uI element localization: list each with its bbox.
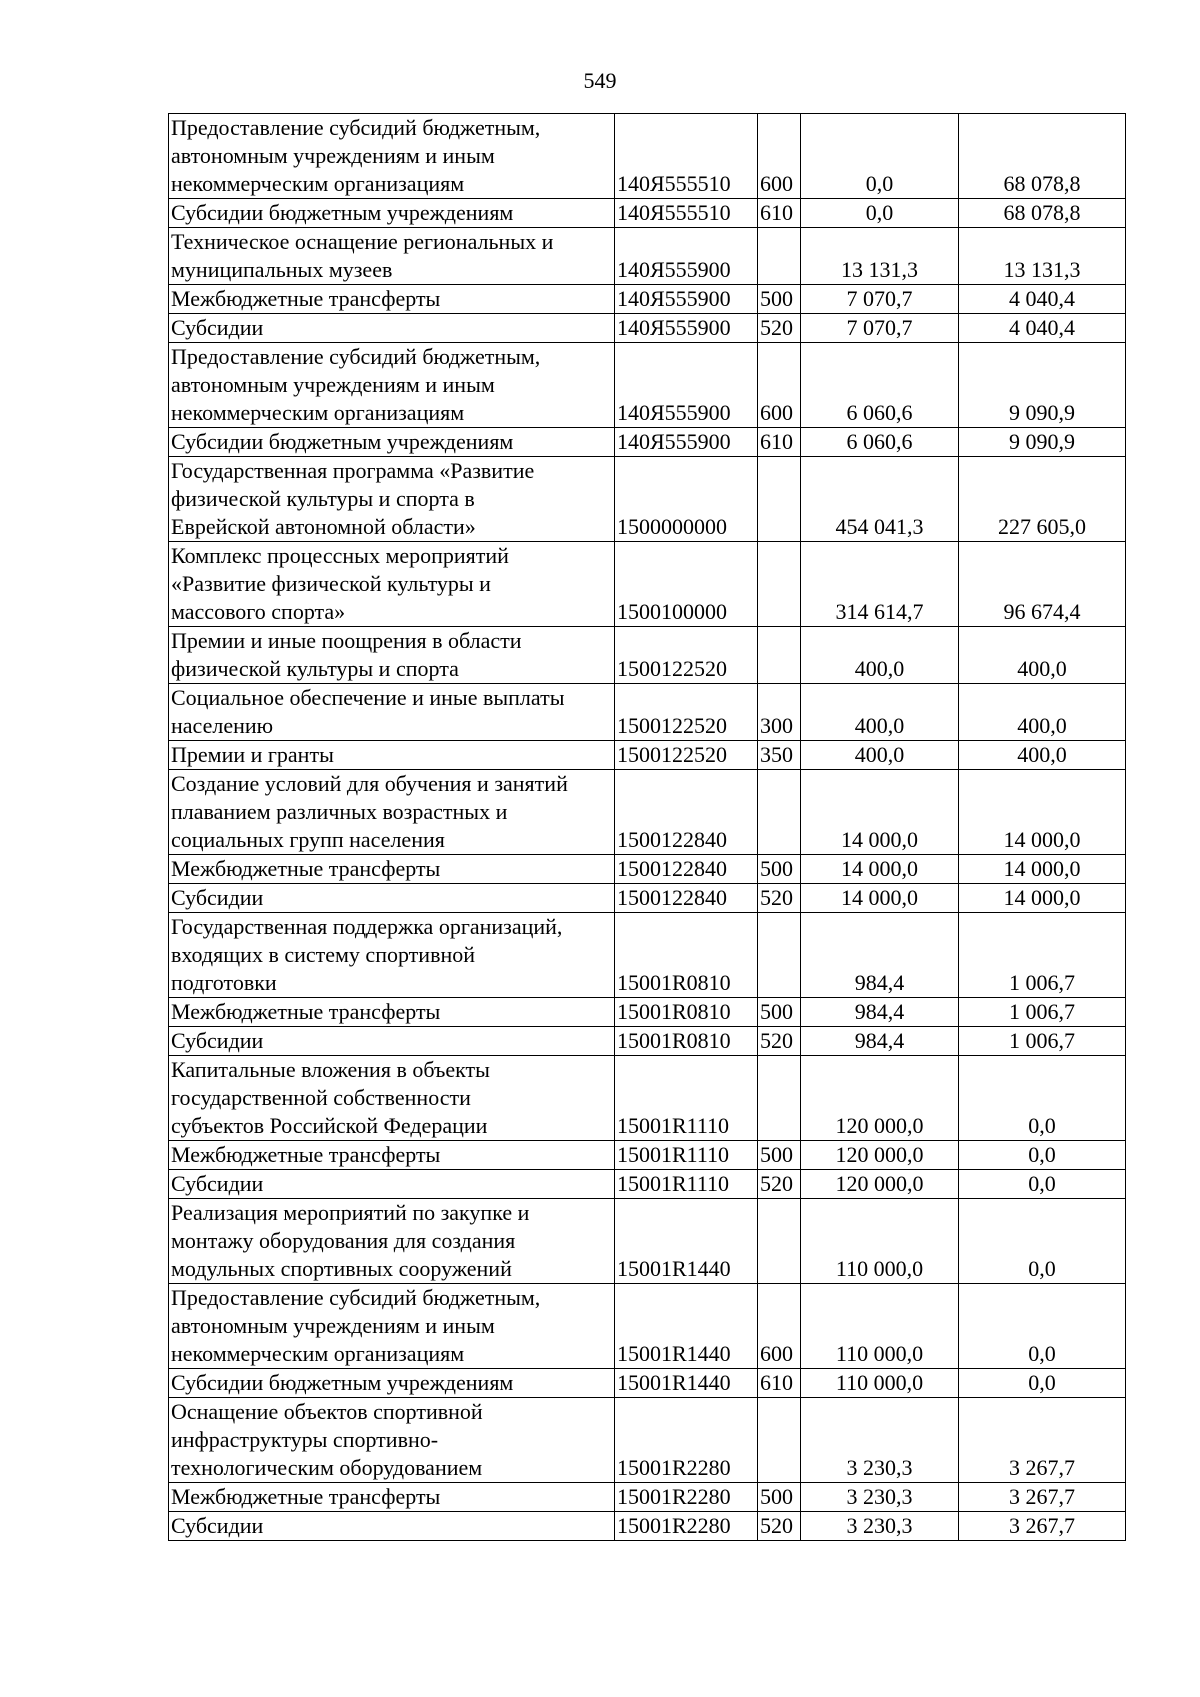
row-amount-1-cell: 984,4 — [801, 1027, 959, 1056]
row-name-cell: Субсидии — [169, 1512, 615, 1541]
row-code-cell: 15001R1440 — [615, 1284, 758, 1369]
row-expense-type-cell: 500 — [758, 1483, 801, 1512]
row-amount-2-cell: 68 078,8 — [959, 114, 1126, 199]
table-row — [169, 770, 1126, 855]
row-amount-1-cell: 7 070,7 — [801, 314, 959, 343]
row-code-cell: 1500122840 — [615, 884, 758, 913]
row-amount-1-cell: 6 060,6 — [801, 343, 959, 428]
row-amount-1-cell: 314 614,7 — [801, 542, 959, 627]
row-amount-1-cell: 7 070,7 — [801, 285, 959, 314]
table-row — [169, 1170, 1126, 1199]
row-code-cell: 15001R2280 — [615, 1483, 758, 1512]
row-amount-2-cell: 9 090,9 — [959, 428, 1126, 457]
row-amount-2-cell: 1 006,7 — [959, 1027, 1126, 1056]
row-name-cell: Капитальные вложения в объекты государственной собственности субъектов Российской Федерации — [169, 1056, 615, 1141]
row-name-cell: Межбюджетные трансферты — [169, 998, 615, 1027]
row-code-cell: 1500122520 — [615, 741, 758, 770]
row-amount-2-cell: 400,0 — [959, 627, 1126, 684]
row-name-cell: Государственная программа «Развитие физической культуры и спорта в Еврейской автономной области» — [169, 457, 615, 542]
row-name-cell: Межбюджетные трансферты — [169, 1141, 615, 1170]
row-code-cell: 15001R0810 — [615, 998, 758, 1027]
row-amount-1-cell: 13 131,3 — [801, 228, 959, 285]
row-amount-2-cell: 227 605,0 — [959, 457, 1126, 542]
row-expense-type-cell: 610 — [758, 199, 801, 228]
row-expense-type-cell: 610 — [758, 1369, 801, 1398]
row-name-cell: Межбюджетные трансферты — [169, 1483, 615, 1512]
table-row — [169, 741, 1126, 770]
table-row — [169, 1398, 1126, 1483]
row-expense-type-cell — [758, 228, 801, 285]
row-expense-type-cell: 520 — [758, 1170, 801, 1199]
row-expense-type-cell — [758, 770, 801, 855]
row-name-cell: Межбюджетные трансферты — [169, 855, 615, 884]
table-row — [169, 457, 1126, 542]
row-name-cell: Социальное обеспечение и иные выплаты населению — [169, 684, 615, 741]
table-row — [169, 684, 1126, 741]
row-expense-type-cell: 350 — [758, 741, 801, 770]
row-amount-1-cell: 120 000,0 — [801, 1056, 959, 1141]
table-row — [169, 884, 1126, 913]
table-row — [169, 998, 1126, 1027]
row-code-cell: 1500122520 — [615, 627, 758, 684]
row-amount-2-cell: 14 000,0 — [959, 770, 1126, 855]
row-amount-2-cell: 0,0 — [959, 1056, 1126, 1141]
table-row — [169, 855, 1126, 884]
row-code-cell: 15001R1110 — [615, 1170, 758, 1199]
table-row — [169, 428, 1126, 457]
row-amount-1-cell: 3 230,3 — [801, 1512, 959, 1541]
row-amount-2-cell: 400,0 — [959, 741, 1126, 770]
row-amount-2-cell: 3 267,7 — [959, 1398, 1126, 1483]
row-code-cell: 140Я555900 — [615, 285, 758, 314]
row-amount-2-cell: 0,0 — [959, 1369, 1126, 1398]
table-row — [169, 1483, 1126, 1512]
row-code-cell: 1500122840 — [615, 770, 758, 855]
row-code-cell: 1500122520 — [615, 684, 758, 741]
row-expense-type-cell: 520 — [758, 884, 801, 913]
row-amount-2-cell: 0,0 — [959, 1199, 1126, 1284]
row-code-cell: 140Я555900 — [615, 428, 758, 457]
budget-table-body — [169, 114, 1126, 1541]
row-code-cell: 15001R2280 — [615, 1512, 758, 1541]
row-name-cell: Техническое оснащение региональных и муниципальных музеев — [169, 228, 615, 285]
row-expense-type-cell: 600 — [758, 1284, 801, 1369]
row-code-cell: 1500122840 — [615, 855, 758, 884]
row-amount-1-cell: 454 041,3 — [801, 457, 959, 542]
table-row — [169, 542, 1126, 627]
row-expense-type-cell — [758, 913, 801, 998]
row-amount-1-cell: 14 000,0 — [801, 770, 959, 855]
row-expense-type-cell — [758, 627, 801, 684]
table-row — [169, 627, 1126, 684]
table-row — [169, 1056, 1126, 1141]
table-row — [169, 913, 1126, 998]
row-expense-type-cell: 500 — [758, 998, 801, 1027]
row-amount-1-cell: 14 000,0 — [801, 884, 959, 913]
row-amount-2-cell: 0,0 — [959, 1170, 1126, 1199]
row-amount-1-cell: 0,0 — [801, 199, 959, 228]
row-code-cell: 15001R1440 — [615, 1369, 758, 1398]
row-amount-1-cell: 3 230,3 — [801, 1483, 959, 1512]
budget-table — [168, 113, 1126, 1541]
row-amount-1-cell: 400,0 — [801, 627, 959, 684]
row-amount-1-cell: 110 000,0 — [801, 1199, 959, 1284]
row-name-cell: Субсидии бюджетным учреждениям — [169, 199, 615, 228]
row-code-cell: 15001R1110 — [615, 1141, 758, 1170]
row-code-cell: 1500100000 — [615, 542, 758, 627]
row-name-cell: Субсидии бюджетным учреждениям — [169, 1369, 615, 1398]
row-expense-type-cell: 500 — [758, 285, 801, 314]
row-amount-1-cell: 110 000,0 — [801, 1369, 959, 1398]
row-amount-1-cell: 0,0 — [801, 114, 959, 199]
row-expense-type-cell: 520 — [758, 1512, 801, 1541]
row-amount-2-cell: 4 040,4 — [959, 314, 1126, 343]
row-amount-2-cell: 14 000,0 — [959, 884, 1126, 913]
row-amount-1-cell: 984,4 — [801, 913, 959, 998]
row-expense-type-cell: 500 — [758, 1141, 801, 1170]
row-amount-2-cell: 13 131,3 — [959, 228, 1126, 285]
row-amount-1-cell: 400,0 — [801, 741, 959, 770]
row-name-cell: Премии и иные поощрения в области физической культуры и спорта — [169, 627, 615, 684]
row-name-cell: Субсидии — [169, 1027, 615, 1056]
table-row — [169, 1512, 1126, 1541]
row-amount-2-cell: 3 267,7 — [959, 1483, 1126, 1512]
row-code-cell: 1500000000 — [615, 457, 758, 542]
row-code-cell: 15001R0810 — [615, 913, 758, 998]
row-amount-2-cell: 1 006,7 — [959, 998, 1126, 1027]
table-row — [169, 1284, 1126, 1369]
row-amount-1-cell: 120 000,0 — [801, 1170, 959, 1199]
table-row — [169, 343, 1126, 428]
row-code-cell: 140Я555510 — [615, 199, 758, 228]
row-expense-type-cell — [758, 1056, 801, 1141]
table-row — [169, 1027, 1126, 1056]
row-name-cell: Субсидии — [169, 1170, 615, 1199]
row-amount-2-cell: 0,0 — [959, 1141, 1126, 1170]
row-name-cell: Создание условий для обучения и занятий плаванием различных возрастных и социальных групп населения — [169, 770, 615, 855]
row-name-cell: Государственная поддержка организаций, входящих в систему спортивной подготовки — [169, 913, 615, 998]
row-amount-2-cell: 0,0 — [959, 1284, 1126, 1369]
row-name-cell: Предоставление субсидий бюджетным, автономным учреждениям и иным некоммерческим организациям — [169, 343, 615, 428]
row-name-cell: Межбюджетные трансферты — [169, 285, 615, 314]
row-amount-2-cell: 3 267,7 — [959, 1512, 1126, 1541]
row-amount-1-cell: 3 230,3 — [801, 1398, 959, 1483]
row-expense-type-cell — [758, 1398, 801, 1483]
table-row — [169, 285, 1126, 314]
row-amount-2-cell: 14 000,0 — [959, 855, 1126, 884]
row-amount-2-cell: 400,0 — [959, 684, 1126, 741]
row-expense-type-cell: 500 — [758, 855, 801, 884]
row-amount-2-cell: 9 090,9 — [959, 343, 1126, 428]
row-expense-type-cell: 600 — [758, 114, 801, 199]
row-name-cell: Комплекс процессных мероприятий «Развитие физической культуры и массового спорта» — [169, 542, 615, 627]
row-expense-type-cell — [758, 1199, 801, 1284]
table-row — [169, 199, 1126, 228]
row-name-cell: Субсидии — [169, 314, 615, 343]
row-expense-type-cell — [758, 542, 801, 627]
row-code-cell: 140Я555900 — [615, 343, 758, 428]
row-code-cell: 140Я555900 — [615, 314, 758, 343]
row-amount-2-cell: 4 040,4 — [959, 285, 1126, 314]
row-name-cell: Премии и гранты — [169, 741, 615, 770]
row-expense-type-cell: 520 — [758, 1027, 801, 1056]
row-name-cell: Субсидии бюджетным учреждениям — [169, 428, 615, 457]
table-row — [169, 228, 1126, 285]
row-expense-type-cell — [758, 457, 801, 542]
row-amount-1-cell: 6 060,6 — [801, 428, 959, 457]
row-amount-1-cell: 14 000,0 — [801, 855, 959, 884]
row-amount-2-cell: 68 078,8 — [959, 199, 1126, 228]
table-row — [169, 114, 1126, 199]
row-amount-2-cell: 1 006,7 — [959, 913, 1126, 998]
table-row — [169, 314, 1126, 343]
row-amount-1-cell: 984,4 — [801, 998, 959, 1027]
row-amount-2-cell: 96 674,4 — [959, 542, 1126, 627]
row-expense-type-cell: 520 — [758, 314, 801, 343]
row-expense-type-cell: 610 — [758, 428, 801, 457]
row-code-cell: 140Я555510 — [615, 114, 758, 199]
row-name-cell: Предоставление субсидий бюджетным, автономным учреждениям и иным некоммерческим организациям — [169, 1284, 615, 1369]
table-row — [169, 1141, 1126, 1170]
table-row — [169, 1199, 1126, 1284]
row-amount-1-cell: 400,0 — [801, 684, 959, 741]
row-code-cell: 15001R0810 — [615, 1027, 758, 1056]
row-name-cell: Субсидии — [169, 884, 615, 913]
row-expense-type-cell: 300 — [758, 684, 801, 741]
row-code-cell: 140Я555900 — [615, 228, 758, 285]
row-code-cell: 15001R1440 — [615, 1199, 758, 1284]
row-code-cell: 15001R1110 — [615, 1056, 758, 1141]
row-name-cell: Предоставление субсидий бюджетным, автономным учреждениям и иным некоммерческим организациям — [169, 114, 615, 199]
row-amount-1-cell: 120 000,0 — [801, 1141, 959, 1170]
table-row — [169, 1369, 1126, 1398]
page-number: 549 — [583, 68, 617, 93]
row-expense-type-cell: 600 — [758, 343, 801, 428]
row-name-cell: Реализация мероприятий по закупке и монтажу оборудования для создания модульных спортивных сооружений — [169, 1199, 615, 1284]
row-name-cell: Оснащение объектов спортивной инфраструктуры спортивно- технологическим оборудованием — [169, 1398, 615, 1483]
row-amount-1-cell: 110 000,0 — [801, 1284, 959, 1369]
row-code-cell: 15001R2280 — [615, 1398, 758, 1483]
